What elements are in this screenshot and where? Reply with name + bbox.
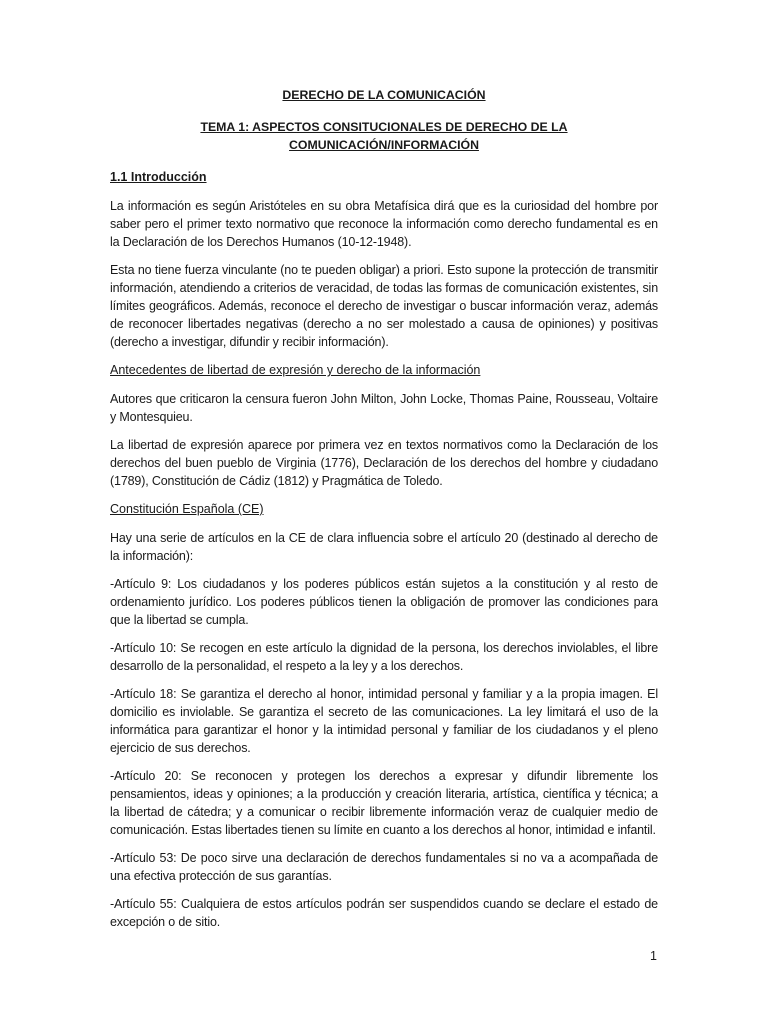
subheading-constitucion: Constitución Española (CE) [110,502,264,516]
subheading-antecedentes: Antecedentes de libertad de expresión y derecho de la información [110,363,481,377]
article-paragraph: -Artículo 10: Se recogen en este artículo la dignidad de la persona, los derechos inviolables, el libre desarrollo de la personalidad, el respeto a la ley y a los derechos. [110,641,658,673]
article-paragraph: -Artículo 55: Cualquiera de estos artículos podrán ser suspendidos cuando se declare el estado de excepción o de sitio. [110,897,658,929]
paragraph: La libertad de expresión aparece por primera vez en textos normativos como la Declaración de los derechos del buen pueblo de Virginia (1776), Declaración de los derechos del hombre y ciudadano (1789), Constitución de Cádiz (1812) y Pragmática de Toledo. [110,438,658,488]
section-heading-introduccion: 1.1 Introducción [110,170,207,184]
document-subtitle: TEMA 1: ASPECTOS CONSITUCIONALES DE DERECHO DE LA COMUNICACIÓN/INFORMACIÓN [200,120,568,152]
article-paragraph: -Artículo 18: Se garantiza el derecho al honor, intimidad personal y familiar y a la propia imagen. El domicilio es inviolable. Se garantiza el secreto de las comunicaciones. La ley limitará el uso de la informática para garantizar el honor y la intimidad personal y familiar de los ciudadanos y el pleno ejercicio de sus derechos. [110,687,658,755]
paragraph: Autores que criticaron la censura fueron John Milton, John Locke, Thomas Paine, Rousseau, Voltaire y Montesquieu. [110,392,658,424]
page-number: 1 [650,949,657,963]
paragraph: La información es según Aristóteles en su obra Metafísica dirá que es la curiosidad del hombre por saber pero el primer texto normativo que reconoce la información como derecho fundamental es en la Declaración de los Derechos Humanos (10-12-1948). [110,199,658,249]
article-paragraph: -Artículo 9: Los ciudadanos y los poderes públicos están sujetos a la constitución y al resto de ordenamiento jurídico. Los poderes públicos tienen la obligación de promover las condiciones para que la libertad se cumpla. [110,577,658,627]
paragraph: Esta no tiene fuerza vinculante (no te pueden obligar) a priori. Esto supone la protección de transmitir información, atendiendo a criterios de veracidad, de todas las formas de comunicación existentes, sin límites geográficos. Además, reconoce el derecho de investigar o buscar información veraz, además de reconocer libertades negativas (derecho a no ser molestado a causa de opiniones) y positivas (derecho a investigar, difundir y recibir información). [110,263,658,349]
article-paragraph: -Artículo 53: De poco sirve una declaración de derechos fundamentales si no va a acompañada de una efectiva protección de sus garantías. [110,851,658,883]
paragraph: Hay una serie de artículos en la CE de clara influencia sobre el artículo 20 (destinado al derecho de la información): [110,531,658,563]
document-title: DERECHO DE LA COMUNICACIÓN [282,88,486,102]
article-paragraph: -Artículo 20: Se reconocen y protegen los derechos a expresar y difundir libremente los pensamientos, ideas y opiniones; a la producción y creación literaria, artística, científica y técnica; a la libertad de cátedra; y a comunicar o recibir libremente información veraz de cualquier medio de comunicación. Estas libertades tienen su límite en cuanto a los derechos al honor, intimidad e infantil. [110,769,658,837]
